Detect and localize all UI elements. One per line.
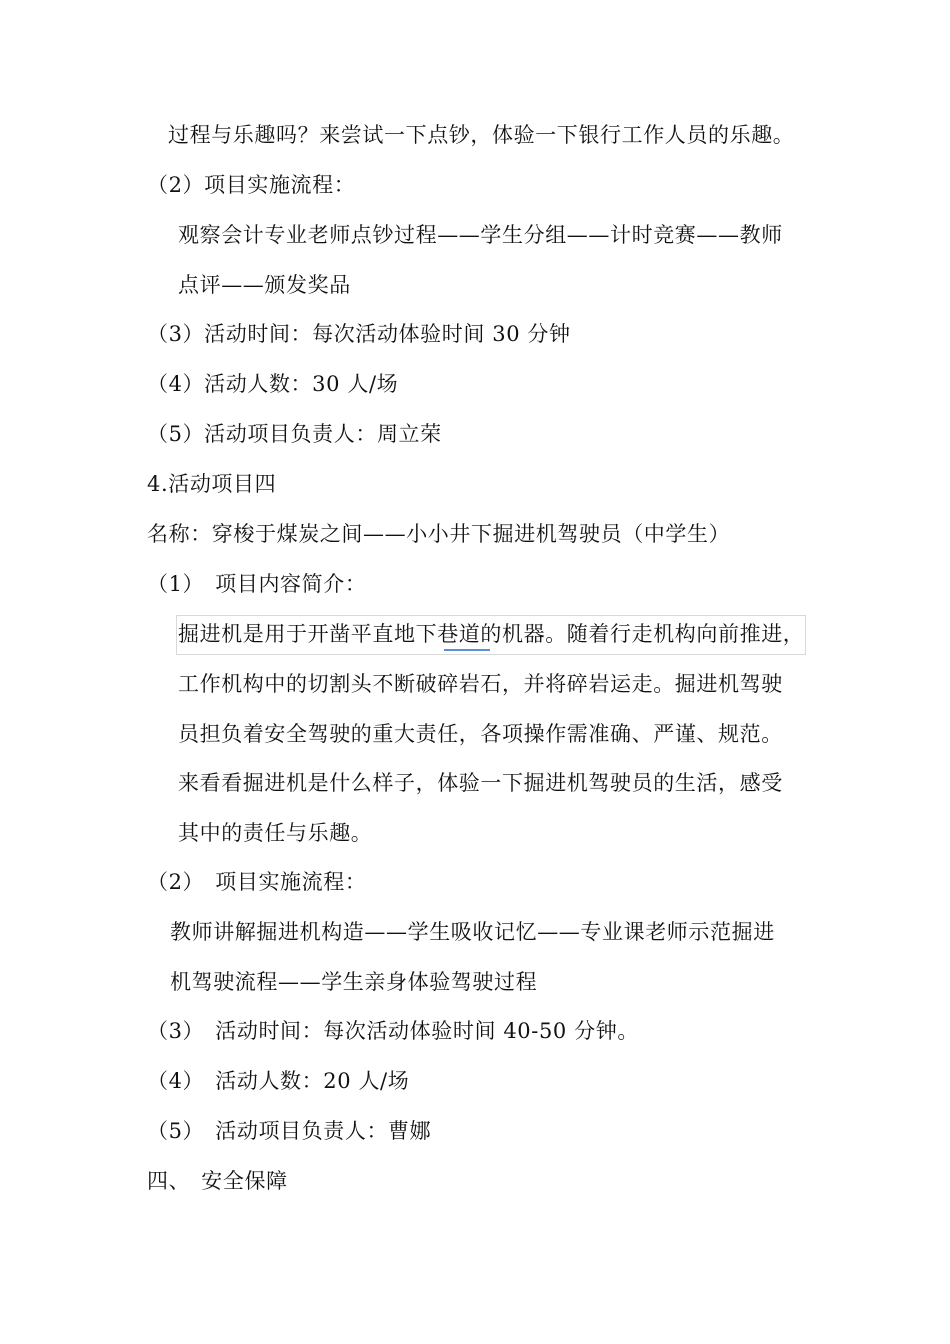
- spellcheck-underline: [444, 649, 490, 651]
- text-line: 员担负着安全驾驶的重大责任，各项操作需准确、严谨、规范。: [178, 722, 783, 746]
- section-heading: 4.活动项目四: [147, 472, 277, 496]
- text-line: 其中的责任与乐趣。: [178, 821, 373, 845]
- section-heading: 四、 安全保障: [147, 1169, 288, 1193]
- text-line: （4）活动人数：30 人/场: [147, 372, 399, 396]
- text-line: （3）活动时间：每次活动体验时间 30 分钟: [147, 322, 571, 346]
- text-line: （2） 项目实施流程：: [147, 870, 367, 894]
- text-line: 名称：穿梭于煤炭之间——小小井下掘进机驾驶员（中学生）: [147, 522, 731, 546]
- text-line: 来看看掘进机是什么样子，体验一下掘进机驾驶员的生活，感受: [178, 771, 783, 795]
- text-line: 掘进机是用于开凿平直地下巷道的机器。随着行走机构向前推进，: [178, 622, 805, 646]
- text-line: （3） 活动时间：每次活动体验时间 40-50 分钟。: [147, 1019, 639, 1043]
- text-line: 观察会计专业老师点钞过程——学生分组——计时竞赛——教师: [178, 223, 783, 247]
- text-line: （5） 活动项目负责人：曹娜: [147, 1119, 432, 1143]
- text-line: （2）项目实施流程：: [147, 173, 356, 197]
- text-line: （4） 活动人数：20 人/场: [147, 1069, 410, 1093]
- text-line: 过程与乐趣吗？来尝试一下点钞，体验一下银行工作人员的乐趣。: [168, 123, 795, 147]
- text-line: （1） 项目内容简介：: [147, 572, 367, 596]
- text-line: 点评——颁发奖品: [178, 273, 351, 297]
- text-line: 机驾驶流程——学生亲身体验驾驶过程: [170, 970, 538, 994]
- text-line: （5）活动项目负责人：周立荣: [147, 422, 442, 446]
- text-line: 教师讲解掘进机构造——学生吸收记忆——专业课老师示范掘进: [170, 920, 775, 944]
- text-line: 工作机构中的切割头不断破碎岩石，并将碎岩运走。掘进机驾驶: [178, 672, 783, 696]
